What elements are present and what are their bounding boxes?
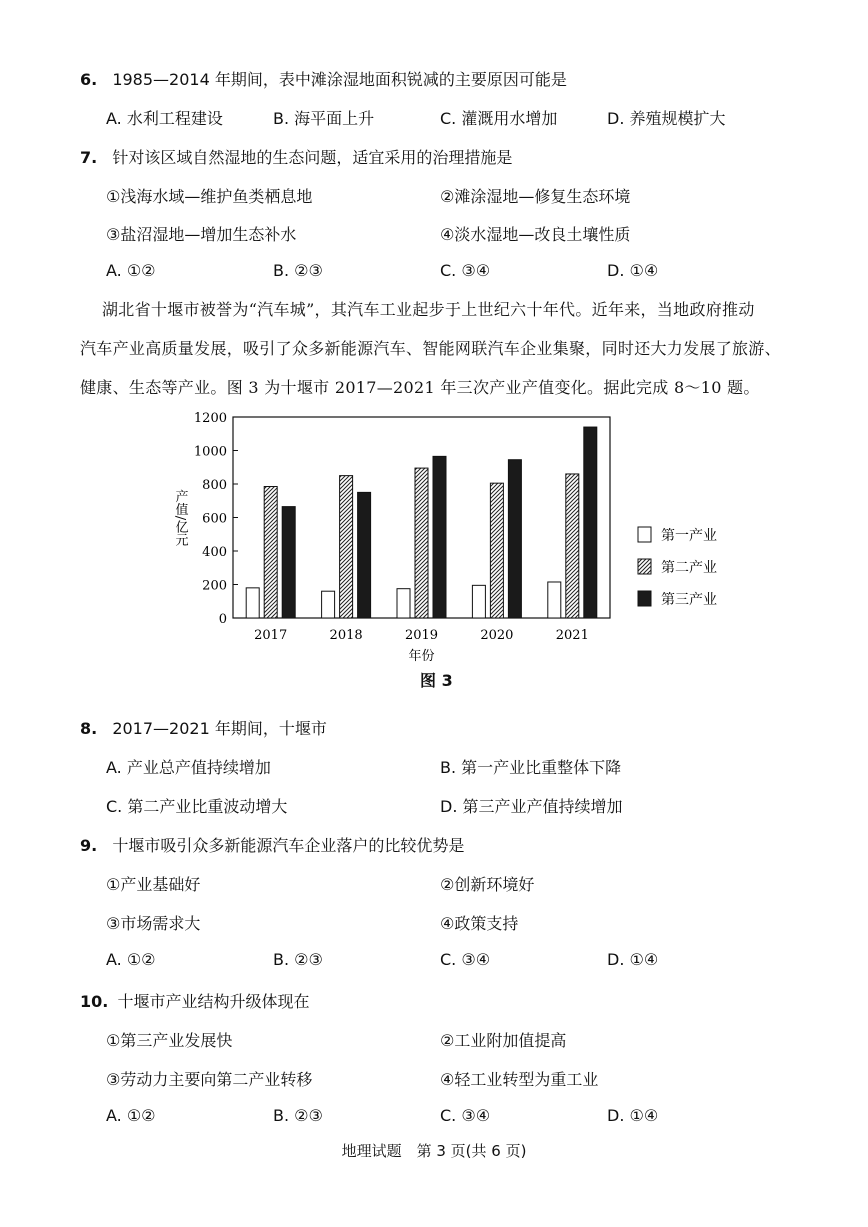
figure-3-chart <box>160 405 760 665</box>
q9-option-a[interactable]: A. ①② <box>106 950 156 969</box>
q8-stem <box>80 716 327 739</box>
q9-text: 十堰市吸引众多新能源汽车企业落户的比较优势是 <box>112 836 465 855</box>
y-tick-label: 200 <box>202 578 227 594</box>
x-tick-label: 2021 <box>555 628 589 643</box>
q6-number: 6. <box>80 70 98 89</box>
legend-label-1: 第一产业 <box>661 528 717 544</box>
bar-2-2020 <box>490 483 503 618</box>
q9-stem <box>80 833 464 856</box>
bar-2-2017 <box>264 487 277 618</box>
q8-option-d[interactable]: D. 第三产业产值持续增加 <box>440 797 623 816</box>
legend-swatch-3 <box>638 591 651 606</box>
q7-item-4: ④淡水湿地—改良土壤性质 <box>440 225 631 244</box>
bar-1-2018 <box>322 591 335 618</box>
y-tick-label: 0 <box>218 612 227 627</box>
y-tick-label: 600 <box>202 511 227 527</box>
y-tick-label: 1200 <box>193 411 227 426</box>
q10-stem <box>80 989 309 1012</box>
bar-1-2017 <box>246 588 259 618</box>
passage <box>80 290 792 407</box>
legend-swatch-1 <box>638 527 651 542</box>
legend-swatch-2 <box>638 559 651 574</box>
x-axis-label: 年份 <box>408 649 435 664</box>
q9-item-1: ①产业基础好 <box>106 875 201 894</box>
q6-option-d[interactable]: D. 养殖规模扩大 <box>607 109 726 128</box>
bar-1-2020 <box>472 585 485 618</box>
q10-item-1: ①第三产业发展快 <box>106 1031 233 1050</box>
bar-2-2018 <box>340 476 353 618</box>
q6-stem <box>80 67 567 90</box>
bar-3-2020 <box>508 460 521 618</box>
y-tick-label: 1000 <box>193 444 227 460</box>
legend-label-2: 第二产业 <box>661 560 717 576</box>
q7-number: 7. <box>80 148 98 167</box>
q7-option-d[interactable]: D. ①④ <box>607 261 659 280</box>
x-tick-label: 2018 <box>329 628 363 643</box>
q8-text: 2017—2021 年期间，十堰市 <box>112 719 327 738</box>
q6-option-b[interactable]: B. 海平面上升 <box>273 109 375 128</box>
q8-option-a[interactable]: A. 产业总产值持续增加 <box>106 758 271 777</box>
passage-line-3: 健康、生态等产业。图 3 为十堰市 2017—2021 年三次产业产值变化。据此完成 8～10 题。 <box>80 378 760 397</box>
q6-option-a[interactable]: A. 水利工程建设 <box>106 109 223 128</box>
y-tick-label: 800 <box>202 478 227 493</box>
x-tick-label: 2017 <box>254 628 288 643</box>
bar-3-2017 <box>282 507 295 618</box>
q7-item-2: ②滩涂湿地—修复生态环境 <box>440 187 631 206</box>
q8-number: 8. <box>80 719 98 738</box>
y-axis-label: 产值/亿元 <box>172 489 188 547</box>
figure-caption: 图 3 <box>420 671 453 690</box>
q8-option-c[interactable]: C. 第二产业比重波动增大 <box>106 797 288 816</box>
q7-option-b[interactable]: B. ②③ <box>273 261 323 280</box>
q10-item-4: ④轻工业转型为重工业 <box>440 1070 599 1089</box>
bar-2-2021 <box>566 474 579 618</box>
q7-option-c[interactable]: C. ③④ <box>440 261 491 280</box>
page-footer: 地理试题 第 3 页(共 6 页) <box>341 1142 527 1160</box>
q10-option-c[interactable]: C. ③④ <box>440 1106 491 1125</box>
q10-item-3: ③劳动力主要向第二产业转移 <box>106 1070 313 1089</box>
y-tick-label: 400 <box>202 545 227 560</box>
legend-label-3: 第三产业 <box>661 592 717 608</box>
q6-text: 1985—2014 年期间，表中滩涂湿地面积锐减的主要原因可能是 <box>112 70 567 89</box>
q9-item-2: ②创新环境好 <box>440 875 535 894</box>
x-tick-label: 2020 <box>480 628 514 643</box>
q7-option-a[interactable]: A. ①② <box>106 261 156 280</box>
q6-option-c[interactable]: C. 灌溉用水增加 <box>440 109 558 128</box>
q7-stem <box>80 145 512 168</box>
q9-item-4: ④政策支持 <box>440 914 519 933</box>
q10-text: 十堰市产业结构升级体现在 <box>117 992 310 1011</box>
q9-option-c[interactable]: C. ③④ <box>440 950 491 969</box>
bar-3-2018 <box>358 492 371 618</box>
q7-item-3: ③盐沼湿地—增加生态补水 <box>106 225 297 244</box>
q10-option-d[interactable]: D. ①④ <box>607 1106 659 1125</box>
q10-number: 10. <box>80 992 109 1011</box>
passage-line-2: 汽车产业高质量发展，吸引了众多新能源汽车、智能网联汽车企业集聚，同时还大力发展了旅游、 <box>80 339 781 358</box>
bar-1-2021 <box>548 582 561 618</box>
q9-item-3: ③市场需求大 <box>106 914 201 933</box>
passage-line-1: 湖北省十堰市被誉为“汽车城”，其汽车工业起步于上世纪六十年代。近年来，当地政府推动 <box>102 300 755 319</box>
q9-option-b[interactable]: B. ②③ <box>273 950 323 969</box>
x-tick-label: 2019 <box>404 628 439 643</box>
bar-3-2019 <box>433 456 446 618</box>
q9-number: 9. <box>80 836 98 855</box>
q7-text: 针对该区域自然湿地的生态问题，适宜采用的治理措施是 <box>112 148 513 167</box>
q9-option-d[interactable]: D. ①④ <box>607 950 659 969</box>
bar-2-2019 <box>415 468 428 618</box>
bar-3-2021 <box>584 427 597 618</box>
q10-option-a[interactable]: A. ①② <box>106 1106 156 1125</box>
q8-option-b[interactable]: B. 第一产业比重整体下降 <box>440 758 622 777</box>
q7-item-1: ①浅海水域—维护鱼类栖息地 <box>106 187 313 206</box>
q10-item-2: ②工业附加值提高 <box>440 1031 567 1050</box>
q10-option-b[interactable]: B. ②③ <box>273 1106 323 1125</box>
bar-1-2019 <box>397 589 410 618</box>
